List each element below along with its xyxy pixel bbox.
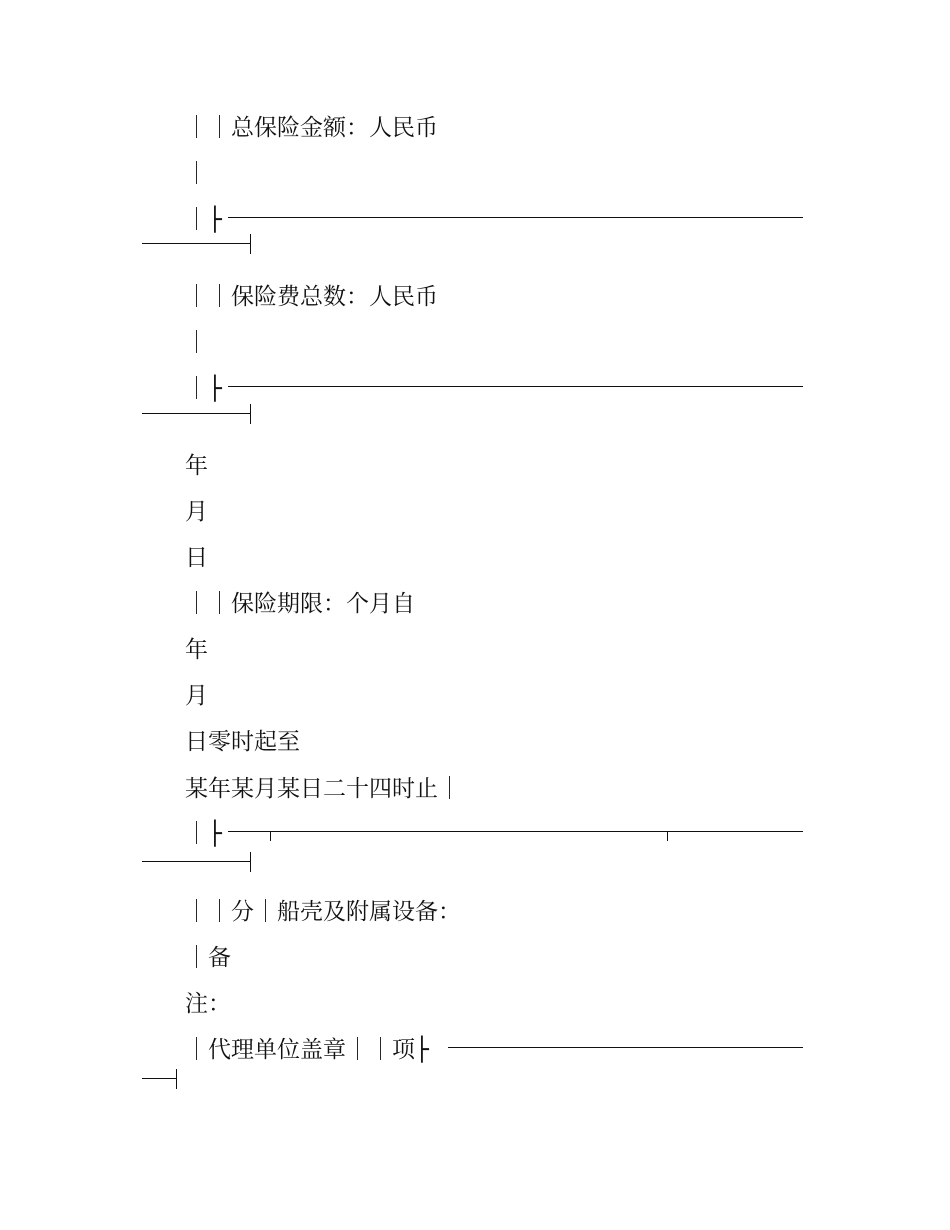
table-separator-end — [250, 234, 251, 254]
remarks-label: ｜备 — [185, 945, 231, 971]
insurance-period-line: ｜｜保险期限：个月自 — [185, 591, 415, 617]
table-border-line: ｜ — [185, 330, 208, 356]
total-sum-insured-line: ｜｜总保险金额：人民币 — [185, 115, 438, 141]
table-separator-rule-wrap — [142, 243, 250, 244]
table-separator-rule-wrap — [142, 1078, 176, 1079]
table-separator-rule — [228, 386, 803, 387]
year-label: 年 — [185, 637, 208, 663]
hull-and-equipment-line: ｜｜分｜船壳及附属设备： — [185, 899, 461, 925]
table-separator-start: ｜├ — [185, 376, 222, 402]
total-premium-line: ｜｜保险费总数：人民币 — [185, 284, 438, 310]
table-separator-end — [250, 852, 251, 872]
table-separator-end — [176, 1069, 177, 1089]
month-label: 月 — [185, 683, 208, 709]
table-separator-rule — [228, 217, 803, 218]
year-label: 年 — [185, 453, 208, 479]
from-zero-hour-line: 日零时起至 — [185, 729, 300, 755]
until-line: 某年某月某日二十四时止｜ — [185, 776, 461, 802]
table-separator-end — [250, 404, 251, 424]
column-tick — [270, 832, 271, 841]
day-label: 日 — [185, 545, 208, 571]
table-separator-start: ｜├ — [185, 207, 222, 233]
table-border-line: ｜ — [185, 161, 208, 187]
column-tick — [667, 832, 668, 841]
table-separator-rule-wrap — [142, 861, 250, 862]
table-separator-rule — [228, 831, 803, 832]
table-separator-start: ｜├ — [185, 821, 222, 847]
table-separator-rule — [448, 1047, 803, 1048]
month-label: 月 — [185, 499, 208, 525]
agent-seal-line: ｜代理单位盖章｜｜项├ — [185, 1037, 429, 1063]
remarks-note: 注： — [185, 991, 231, 1017]
table-separator-rule-wrap — [142, 413, 250, 414]
